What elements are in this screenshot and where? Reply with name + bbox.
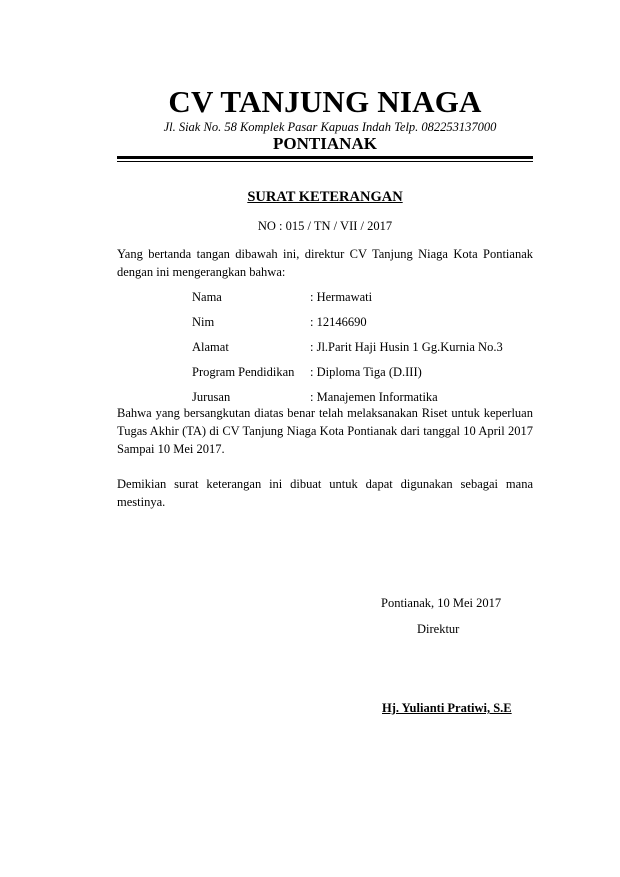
company-city: PONTIANAK	[273, 134, 377, 153]
field-label: Nama	[192, 290, 222, 304]
field-nim	[192, 315, 532, 331]
field-nama	[192, 290, 532, 306]
field-label: Nim	[192, 315, 215, 329]
company-name: CV TANJUNG NIAGA	[168, 84, 482, 119]
field-value: : Diploma Tiga (D.III)	[310, 365, 422, 379]
closing-paragraph: Demikian surat keterangan ini dibuat untuk dapat digunakan sebagai mana mestinya.	[117, 477, 533, 509]
letterhead-divider-thick	[117, 156, 533, 159]
letter-title: SURAT KETERANGAN	[247, 189, 403, 205]
opening-paragraph: Yang bertanda tangan dibawah ini, direktur CV Tanjung Niaga Kota Pontianak dengan ini mengerangkan bahwa:	[117, 247, 533, 279]
field-value: : Manajemen Informatika	[310, 390, 438, 404]
signer-position: Direktur	[417, 622, 460, 636]
field-value: : Hermawati	[310, 290, 373, 304]
field-label: Program Pendidikan	[192, 365, 295, 379]
place-date: Pontianak, 10 Mei 2017	[381, 596, 502, 610]
signer-name: Hj. Yulianti Pratiwi, S.E	[382, 701, 512, 715]
field-label: Alamat	[192, 340, 229, 354]
field-alamat	[192, 340, 532, 356]
body-paragraph: Bahwa yang bersangkutan diatas benar telah melaksanakan Riset untuk keperluan Tugas Akhir (TA) di CV Tanjung Niaga Kota Pontianak dari tanggal 10 April 2017 Sampai 10 Mei 2017.	[117, 406, 533, 456]
field-label: Jurusan	[192, 390, 231, 404]
field-program-pendidikan	[192, 365, 532, 381]
field-value: : Jl.Parit Haji Husin 1 Gg.Kurnia No.3	[310, 340, 503, 354]
field-value: : 12146690	[310, 315, 367, 329]
company-address: Jl. Siak No. 58 Komplek Pasar Kapuas Indah Telp. 082253137000	[163, 120, 497, 134]
letter-number: NO : 015 / TN / VII / 2017	[257, 219, 393, 233]
letterhead-divider-thin	[117, 161, 533, 162]
